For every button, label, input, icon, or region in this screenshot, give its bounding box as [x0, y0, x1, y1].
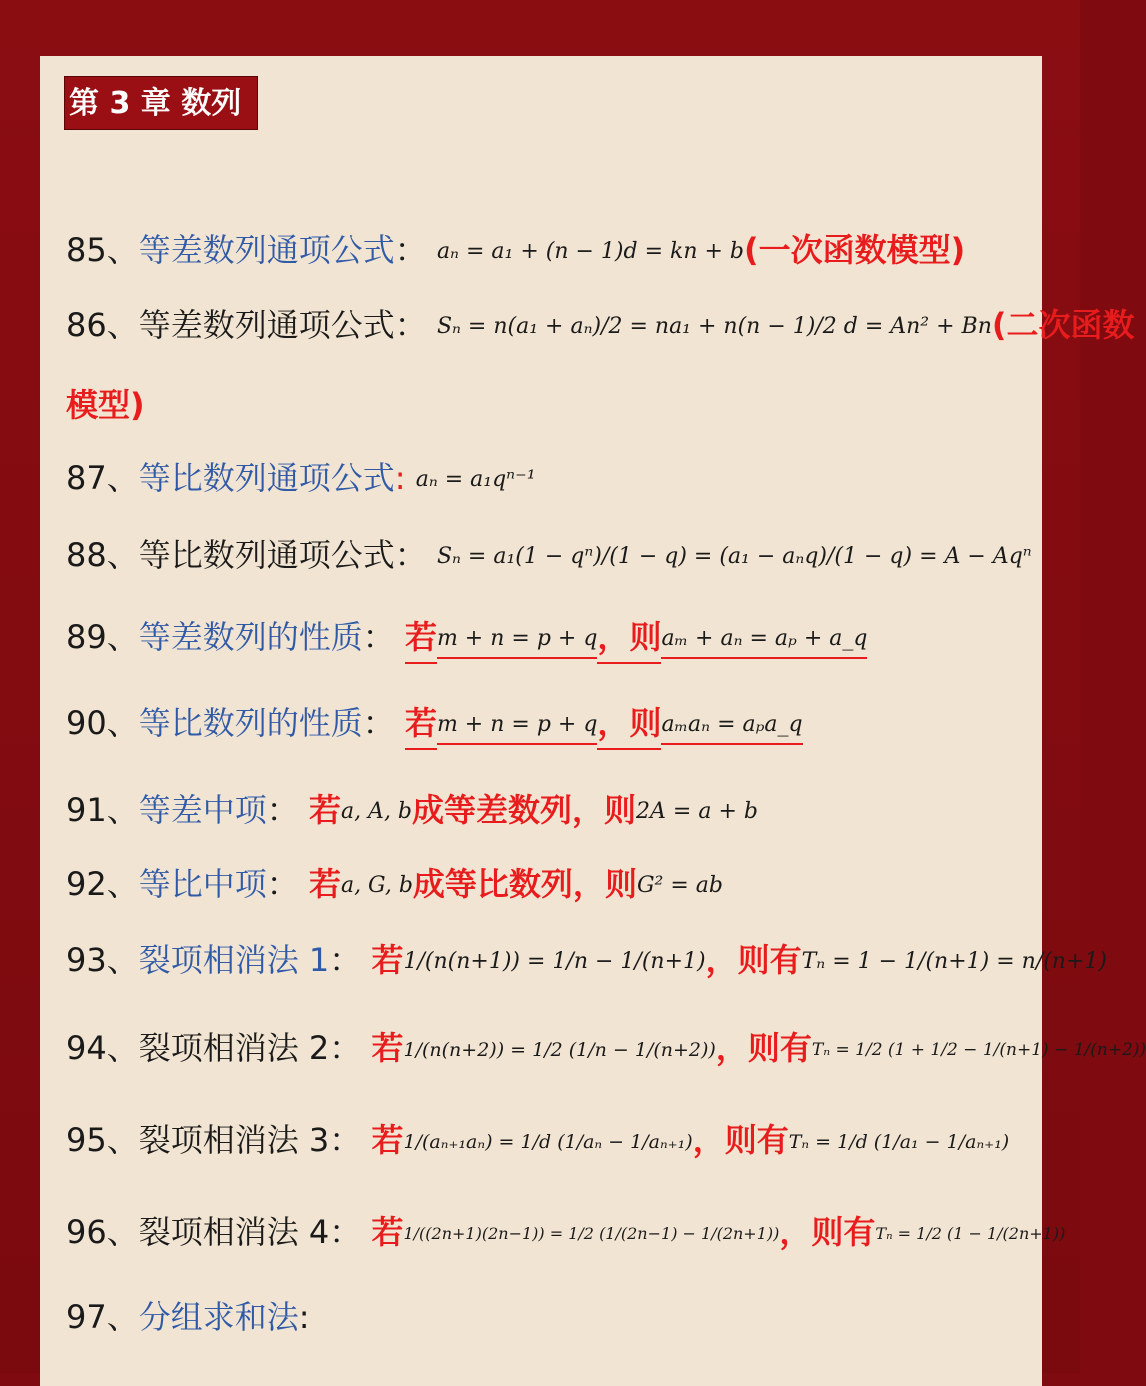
item-number: 97、	[66, 1298, 139, 1336]
result: Tₙ = 1/2 (1 + 1/2 − 1/(n+1) − 1/(n+2))	[811, 1040, 1146, 1060]
item-92	[66, 864, 723, 906]
then-word: 则有	[747, 1029, 812, 1067]
then-word: 则	[604, 865, 637, 903]
formula: 1/(aₙ₊₁aₙ) = 1/d (1/aₙ − 1/aₙ₊₁)	[403, 1131, 693, 1153]
formula: Sₙ = n(a₁ + aₙ)/2 = na₁ + n(n − 1)/2 d = An² + Bn	[436, 314, 992, 339]
item-title: 等比中项	[138, 865, 267, 903]
item-number: 96、	[66, 1213, 139, 1251]
item-title: 裂项相消法 1	[138, 941, 330, 979]
result: aₘ + aₙ = aₚ + a_q	[661, 626, 867, 659]
then-word: 则	[629, 704, 661, 750]
item-colon: :	[394, 459, 406, 497]
variables: a, G, b	[340, 873, 413, 898]
condition: m + n = p + q	[437, 626, 597, 659]
item-colon: ：	[394, 306, 427, 344]
if-word: 若	[405, 704, 437, 750]
if-word: 若	[371, 941, 404, 979]
item-colon: ：	[362, 618, 395, 656]
model-note: (一次函数模型)	[744, 231, 966, 269]
item-91	[66, 790, 758, 832]
item-colon: ：	[362, 704, 395, 742]
formula: aₙ = a₁qⁿ⁻¹	[415, 467, 536, 492]
item-85	[66, 230, 965, 272]
formula: 1/(n(n+1)) = 1/n − 1/(n+1)	[403, 949, 706, 974]
item-94	[66, 1028, 1146, 1070]
item-93	[66, 940, 1107, 982]
item-colon: :	[298, 1298, 310, 1336]
item-number: 94、	[66, 1029, 139, 1067]
item-title: 裂项相消法 4	[138, 1213, 330, 1251]
item-colon: ：	[329, 941, 362, 979]
then-word: 则有	[724, 1121, 789, 1159]
comma: ，	[597, 704, 629, 750]
item-colon: ：	[329, 1121, 362, 1159]
comma: ，	[692, 1121, 725, 1159]
result: G² = ab	[636, 873, 723, 898]
if-word: 若	[371, 1029, 404, 1067]
comma: ，	[715, 1029, 748, 1067]
result: Tₙ = 1/d (1/a₁ − 1/aₙ₊₁)	[788, 1131, 1010, 1153]
if-word: 若	[371, 1121, 404, 1159]
then-word: 则	[629, 618, 661, 664]
result: 2A = a + b	[636, 799, 758, 824]
item-number: 85、	[66, 231, 139, 269]
item-95	[66, 1120, 1009, 1162]
sequence-condition: 成等差数列，	[412, 791, 605, 829]
comma: ，	[705, 941, 738, 979]
sequence-condition: 成等比数列，	[412, 865, 605, 903]
item-87	[66, 458, 536, 500]
result: Tₙ = 1/2 (1 − 1/(2n+1))	[875, 1224, 1066, 1243]
formula: Sₙ = a₁(1 − qⁿ)/(1 − q) = (a₁ − aₙq)/(1 − q) = A − Aqⁿ	[436, 544, 1032, 569]
then-word: 则	[604, 791, 637, 829]
then-word: 则有	[737, 941, 802, 979]
item-colon: ：	[329, 1213, 362, 1251]
if-word: 若	[308, 865, 341, 903]
model-note-continued: 模型)	[66, 386, 145, 424]
item-90	[66, 703, 803, 745]
item-96	[66, 1212, 1065, 1254]
item-number: 89、	[66, 618, 139, 656]
item-number: 86、	[66, 306, 139, 344]
formula: aₙ = a₁ + (n − 1)d = kn + b	[436, 239, 745, 264]
item-title: 分组求和法	[138, 1298, 299, 1336]
chapter-heading: 第 3 章 数列	[64, 76, 258, 130]
item-89	[66, 617, 867, 659]
item-number: 91、	[66, 791, 139, 829]
item-colon: ：	[329, 1029, 362, 1067]
item-colon: ：	[266, 865, 299, 903]
if-word: 若	[308, 791, 341, 829]
item-colon: ：	[394, 536, 427, 574]
comma: ，	[597, 618, 629, 664]
item-86	[66, 305, 1135, 347]
if-word: 若	[405, 618, 437, 664]
if-word: 若	[371, 1213, 404, 1251]
item-88	[66, 535, 1032, 577]
item-title: 等差数列通项公式	[138, 306, 395, 344]
item-title: 等差中项	[138, 791, 267, 829]
item-title: 等比数列的性质	[138, 704, 363, 742]
item-title: 裂项相消法 3	[138, 1121, 330, 1159]
item-number: 88、	[66, 536, 139, 574]
item-colon: ：	[394, 231, 427, 269]
condition: m + n = p + q	[437, 712, 597, 745]
result: aₘaₙ = aₚa_q	[661, 712, 802, 745]
result: Tₙ = 1 − 1/(n+1) = n/(n+1)	[801, 949, 1107, 974]
item-number: 95、	[66, 1121, 139, 1159]
item-number: 87、	[66, 459, 139, 497]
item-title: 等比数列通项公式	[138, 459, 395, 497]
item-number: 90、	[66, 704, 139, 742]
formula: 1/(n(n+2)) = 1/2 (1/n − 1/(n+2))	[403, 1039, 716, 1061]
model-note: (二次函数	[991, 306, 1135, 344]
item-title: 等差数列的性质	[138, 618, 363, 656]
item-97	[66, 1297, 310, 1337]
item-86-continued	[66, 385, 145, 425]
comma: ，	[779, 1213, 812, 1251]
variables: a, A, b	[340, 799, 413, 824]
then-word: 则有	[811, 1213, 876, 1251]
formula: 1/((2n+1)(2n−1)) = 1/2 (1/(2n−1) − 1/(2n+1))	[403, 1224, 780, 1243]
item-title: 等比数列通项公式	[138, 536, 395, 574]
item-number: 92、	[66, 865, 139, 903]
item-number: 93、	[66, 941, 139, 979]
item-colon: ：	[266, 791, 299, 829]
item-title: 裂项相消法 2	[138, 1029, 330, 1067]
item-title: 等差数列通项公式	[138, 231, 395, 269]
